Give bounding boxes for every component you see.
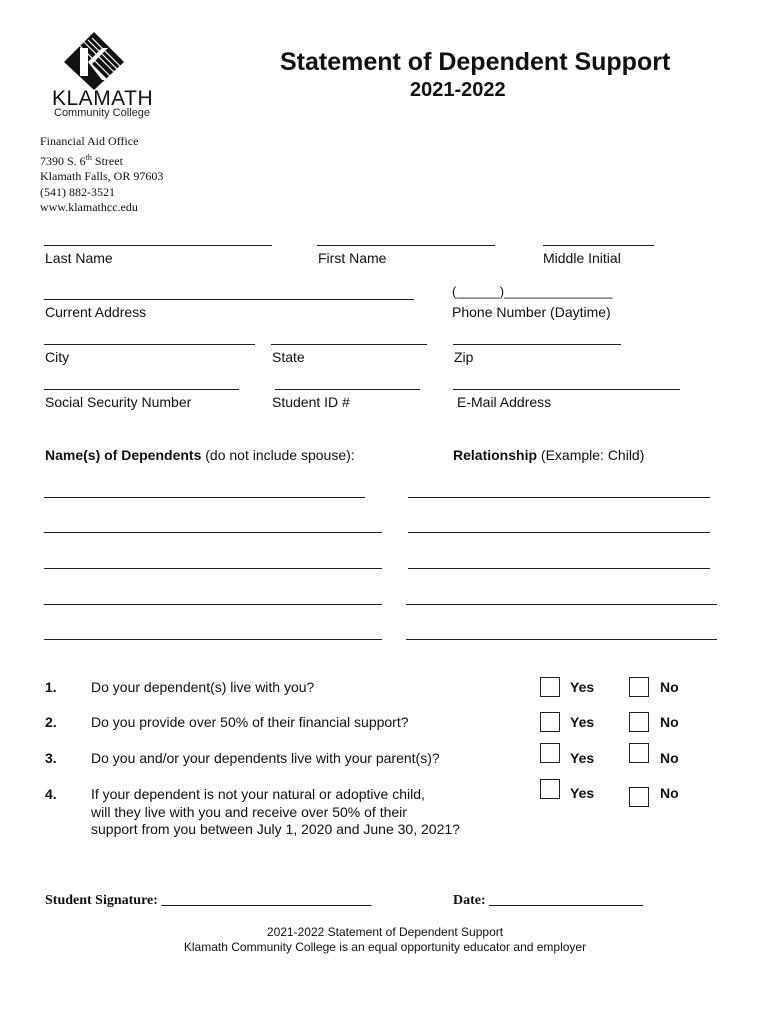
yes-label: Yes	[570, 750, 595, 766]
middle-initial-field[interactable]	[543, 245, 654, 246]
office-website: www.klamathcc.edu	[40, 200, 138, 214]
question-number: 1.	[45, 679, 57, 695]
office-address	[40, 134, 163, 216]
question-text	[91, 679, 314, 697]
dependent-name-line[interactable]	[44, 639, 382, 640]
logo-wordmark: KLAMATH	[52, 87, 154, 110]
no-checkbox[interactable]	[629, 677, 649, 697]
question-line: Do you and/or your dependents live with your parent(s)?	[91, 750, 440, 766]
dependent-relationship-line[interactable]	[408, 532, 710, 533]
no-label: No	[660, 750, 679, 766]
dependents-heading	[45, 447, 355, 463]
no-label: No	[660, 785, 679, 801]
student-id-label: Student ID #	[272, 394, 350, 410]
no-checkbox[interactable]	[629, 712, 649, 732]
diamond-logo-icon	[62, 30, 126, 92]
page-title: Statement of Dependent Support	[280, 48, 671, 76]
city-field[interactable]	[44, 344, 255, 345]
street-name: Street	[91, 153, 123, 168]
question-number: 4.	[45, 786, 57, 802]
relationship-heading-note: (Example: Child)	[537, 447, 645, 463]
question-text	[91, 750, 440, 768]
question-line: Do your dependent(s) live with you?	[91, 679, 315, 695]
zip-field[interactable]	[453, 344, 621, 345]
question-number: 2.	[45, 714, 57, 730]
dependent-relationship-line[interactable]	[406, 604, 717, 605]
dependent-name-line[interactable]	[44, 568, 382, 569]
question-number: 3.	[45, 750, 57, 766]
question-text	[91, 786, 460, 839]
yes-checkbox[interactable]	[540, 677, 560, 697]
office-name: Financial Aid Office	[40, 134, 139, 148]
no-label: No	[660, 714, 679, 730]
last-name-field[interactable]	[44, 245, 272, 246]
street-suffix: th	[85, 152, 92, 162]
ssn-field[interactable]	[44, 389, 239, 390]
logo-subtitle: Community College	[54, 107, 150, 119]
relationship-heading	[453, 447, 644, 463]
yes-checkbox[interactable]	[540, 779, 560, 799]
question-line: If your dependent is not your natural or adoptive child,	[91, 786, 425, 802]
question-line: will they live with you and receive over 50% of their	[91, 803, 407, 820]
street-number: 7390 S. 6	[40, 153, 86, 168]
phone-number-field[interactable]: (______)_______________	[452, 284, 613, 299]
dependents-heading-bold: Name(s) of Dependents	[45, 447, 202, 463]
footer-title: 2021-2022 Statement of Dependent Support	[266, 925, 504, 939]
dependent-relationship-line[interactable]	[408, 497, 710, 498]
question-text	[91, 714, 409, 732]
yes-checkbox[interactable]	[540, 712, 560, 732]
footer-equal-opportunity: Klamath Community College is an equal opportunity educator and employer	[183, 940, 587, 954]
no-label: No	[660, 679, 679, 695]
ssn-label: Social Security Number	[45, 394, 192, 410]
state-label: State	[272, 349, 305, 365]
student-signature-field[interactable]: Student Signature: ______________________________	[45, 893, 372, 908]
phone-number-label: Phone Number (Daytime)	[452, 304, 611, 320]
dependent-name-line[interactable]	[44, 532, 382, 533]
relationship-heading-bold: Relationship	[453, 447, 538, 463]
current-address-field[interactable]	[44, 299, 414, 300]
dependent-relationship-line[interactable]	[408, 568, 710, 569]
dependent-name-line[interactable]	[44, 604, 382, 605]
question-line: Do you provide over 50% of their financial support?	[91, 714, 409, 730]
yes-label: Yes	[570, 785, 595, 801]
dependents-heading-note: (do not include spouse):	[201, 447, 355, 463]
first-name-field[interactable]	[317, 245, 495, 246]
no-checkbox[interactable]	[629, 743, 649, 763]
office-city: Klamath Falls, OR 97603	[40, 169, 164, 183]
college-logo	[52, 30, 162, 122]
office-phone: (541) 882-3521	[40, 184, 115, 199]
dependent-relationship-line[interactable]	[406, 639, 717, 640]
email-label: E-Mail Address	[457, 394, 552, 410]
yes-label: Yes	[570, 679, 595, 695]
middle-initial-label: Middle Initial	[543, 250, 621, 266]
yes-checkbox[interactable]	[540, 743, 560, 763]
student-id-field[interactable]	[275, 389, 420, 390]
no-checkbox[interactable]	[629, 787, 649, 807]
yes-label: Yes	[570, 714, 595, 730]
current-address-label: Current Address	[45, 304, 147, 320]
question-line: support from you between July 1, 2020 and June 30, 2021?	[91, 821, 460, 837]
first-name-label: First Name	[318, 250, 387, 266]
state-field[interactable]	[271, 344, 427, 345]
last-name-label: Last Name	[45, 250, 113, 266]
form-year: 2021-2022	[410, 79, 506, 101]
city-label: City	[45, 349, 70, 365]
email-field[interactable]	[453, 389, 680, 390]
zip-label: Zip	[454, 349, 474, 365]
date-field[interactable]: Date: ______________________	[453, 893, 644, 908]
office-street	[40, 150, 163, 170]
dependent-name-line[interactable]	[44, 497, 365, 498]
